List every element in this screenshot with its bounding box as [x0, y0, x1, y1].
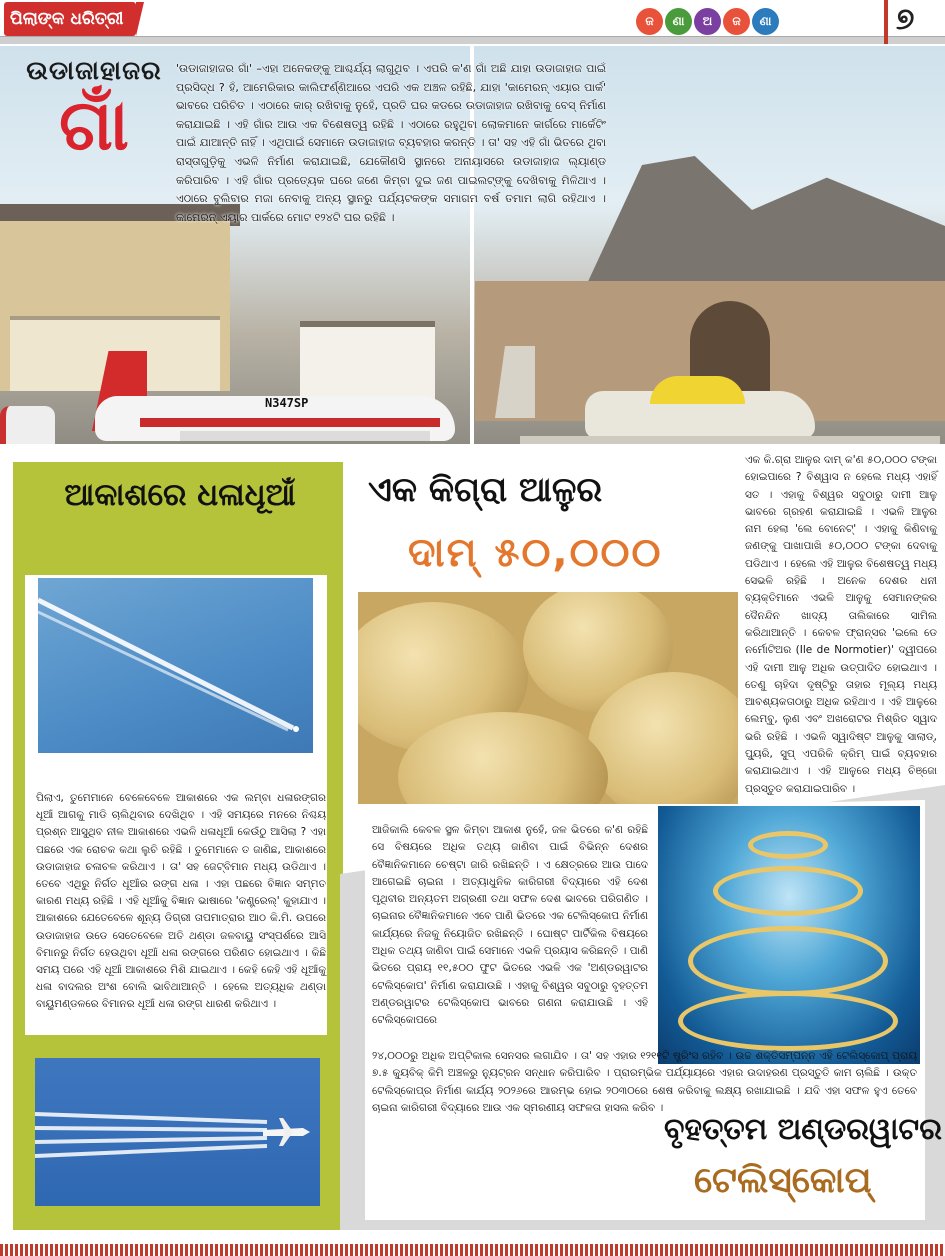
page-header: [0, 0, 945, 50]
section-title-pills: [636, 8, 779, 35]
telescope-body-wide: ୨୪,୦୦୦ରୁ ଅଧିକ ଅପ୍ଟିକାଲ ସେନସର ଲଗାଯିବ । ତା' ସହ ଏହାର ୧୨୧୧ଟି ଷ୍ଟ୍ରିଂସ ରହିବ । ଉଚ୍ଚ ଶକ୍ତିସମ୍ପନ୍ନ ଏହି ଟେଲିସ୍କୋପ୍ ପ୍ରାୟ ୭.୫ କ୍ୟୁବିକ୍ କିମି ଅଞ୍ଚଳରୁ ନ୍ୟୁଟ୍ରନ ସନ୍ଧାନ କରିପାରିବ । ପ୍ରାରମ୍ଭିକ ପର୍ଯ୍ୟାୟରେ ଏହାର ଉଦାହରଣ ପ୍ରସ୍ତୁତି କାମ ଚାଲିଛି । ଉକ୍ତ ଟେଲିସ୍କୋପ୍‌ର ନିର୍ମାଣ କାର୍ଯ୍ୟ ୨୦୨୬ରେ ଆରମ୍ଭ ହୋଇ ୨୦୩୦ରେ ଶେଷ କରିବାକୁ ଲକ୍ଷ୍ୟ ରଖାଯାଇଛି । ଯଦି ଏହା ସଫଳ ହୁଏ ତେବେ ଚାଇନା କାରିଗରୀ ବିଦ୍ୟାରେ ଆଉ ଏକ ସ୍ମରଣୀୟ ସଫଳତା ହାସଲ କରିବ ।: [372, 1050, 917, 1114]
red-plane-stripe: [140, 418, 440, 427]
telescope-headline-2: ଟେଲିସ୍କୋପ୍: [694, 1160, 872, 1201]
masthead: [4, 2, 136, 36]
section-pill: ଜ: [636, 8, 663, 35]
page-number-divider: [884, 0, 888, 44]
potato-photo: [358, 592, 738, 804]
section-pill: ଅ: [694, 8, 721, 35]
section-pill: ଣା: [752, 8, 779, 35]
airpark-body: 'ଉଡାଜାହାଜର ଗାଁ' –ଏହା ଅନେକଙ୍କୁ ଆଶ୍ଚର୍ଯ୍ୟ ଲାଗୁଥିବ । ଏପରି କ'ଣ ଗାଁ ଅଛି ଯାହା ଉଡାଜାହାଜ ପାଇଁ ପ୍ରସିଦ୍ଧ ? ହଁ, ଆମେରିକାର କାଲିଫର୍ଣ୍ଣିଆରେ ଏପରି ଏକ ଅଞ୍ଚଳ ରହିଛି, ଯାହା 'କାମେରନ୍ ଏୟାର ପାର୍କ' ଭାବରେ ପରିଚିତ । ଏଠାରେ କାର୍ ରଖିବାକୁ ନୁହେଁ, ପ୍ରତି ଘର କଡରେ ଉଡାଜାହାଜ ରଖିବାକୁ ବେସ୍ ନିର୍ମାଣ କରାଯାଇଛି । ଏହି ଗାଁର ଆଉ ଏକ ବିଶେଷତ୍ୱ ରହିଛି । ଏଠାରେ ରହୁଥିବା ଲୋକମାନେ କାର୍ଗରେ ମାର୍କେଟିଂ ପାଇଁ ଯାଆନ୍ତି ନାହିଁ । ଏଥିପାଇଁ ସେମାନେ ଉଡାଜାହାଜ ବ୍ୟବହାର କରନ୍ତି । ତା' ସହ ଏହି ଗାଁ ଭିତରେ ଥିବା ରାସ୍ତାଗୁଡ଼ିକୁ ଏଭଳି ନିର୍ମାଣ କରାଯାଇଛି, ଯେକୌଣସି ସ୍ଥାନରେ ଅନାୟାସରେ ଉଡାଜାହାଜ ଲ୍ୟାଣ୍ଡ କରିପାରିବ । ଏହି ଗାଁର ପ୍ରତ୍ୟେକ ଘରେ ଜଣେ କିମ୍ବା ଦୁଇ ଜଣ ପାଇଲଟ୍‌ଙ୍କୁ ଦେଖିବାକୁ ମିଳିଥାଏ । ଏଠାରେ ବୁଲିବାର ମଜା ନେବାକୁ ଅନ୍ୟ ସ୍ଥାନରୁ ପର୍ଯ୍ୟଟକଙ୍କ ସମାଗମ ବର୍ଷ ତମାମ ଲାଗି ରହିଥାଏ । କାମେରନ୍ ଏୟାର ପାର୍କରେ ମୋଟ ୧୨୪ଟି ଘର ରହିଛି ।: [176, 62, 606, 224]
yellow-plane-canopy: [650, 376, 745, 404]
potato-price: ଦାମ୍ ୫୦,୦୦୦: [408, 530, 663, 576]
airpark-title: ଗାଁ: [59, 84, 129, 166]
telescope-ring: [748, 831, 828, 859]
masthead-title: ପିଲାଙ୍କ ଧରିତ୍ରୀ: [10, 9, 124, 29]
section-pill: ଣା: [665, 8, 692, 35]
contrail-photo-2: [35, 1058, 320, 1206]
telescope-photo: [658, 806, 920, 1064]
airpark-headline: [14, 56, 174, 164]
header-stripe: [0, 36, 945, 44]
potato-body: ଏକ କି.ଗ୍ରା ଆଳୁର ଦାମ୍ କ'ଣ ୫୦,୦୦୦ ଟଙ୍କା ହୋଇପାରେ ? ବିଶ୍ୱାସ ନ ହେଲେ ମଧ୍ୟ ଏହାହିଁ ସତ । ଏହାକୁ ବିଶ୍ୱର ସବୁଠାରୁ ଦାମୀ ଆଳୁ ଭାବରେ ଗ୍ରହଣ କରାଯାଇଛି । ଏଭଳି ଆଳୁର ନାମ ହେଲା 'ଲେ ବୋନେଟ୍' । ଏହାକୁ କିଣିବାକୁ ଜଣଙ୍କୁ ପାଖାପାଖି ୫୦,୦୦୦ ଟଙ୍କା ଦେବାକୁ ପଡିଥାଏ । ହେଲେ ଏହି ଆଳୁର ବିଶେଷତ୍ୱ ମଧ୍ୟ ସେଭଳି ରହିଛି । ଅନେକ ଦେଶର ଧନୀ ବ୍ୟକ୍ତିମାନେ ଏଭଳି ଆଳୁକୁ ସେମାନଙ୍କର ଦୈନନ୍ଦିନ ଖାଦ୍ୟ ତାଲିକାରେ ସାମିଲ କରିଥାଆନ୍ତି । କେବଳ ଫ୍ରାନ୍ସର 'ଇଲେ ଡେ ନର୍ମୋଟିଅର (Ile de Normotier)' ଦ୍ୱୀପରେ ଏହି ଦାମୀ ଆଳୁ ଅଧିକ ଉତ୍ପାଦିତ ହୋଇଥାଏ । ତେଣୁ ଚାହିଦା ଦୃଷ୍ଟିରୁ ତାହାର ମୂଲ୍ୟ ମଧ୍ୟ ଆବଶ୍ୟକତାଠାରୁ ଅଧିକ ରହିଥାଏ । ଏହି ଆଳୁରେ ଲେମ୍ବୁ, ଲୁଣ ଏବଂ ଅଖରୋଟର ମିଶ୍ରିତ ସ୍ୱାଦ ଭରି ରହିଛି । ଏଭଳି ସ୍ୱାଦିଷ୍ଟ ଆଳୁକୁ ସାଲାଡ୍, ପ୍ୟୁରି, ସୁପ୍ ଏପରିକି କ୍ରିମ୍ ପାଇଁ ବ୍ୟବହାର କରାଯାଇଥାଏ । ଏହି ଆଳୁରେ ମଧ୍ୟ ଚିଞ୍ଜୋ ପ୍ରସ୍ତୁତ କରାଯାଇପାରିବ ।: [745, 454, 937, 795]
contrail-photo-1: [38, 578, 313, 753]
potato-headline: ଏକ କିଗ୍ରା ଆଳୁର: [368, 470, 603, 510]
telescope-headline-1: ବୃହତ୍ତମ ଅଣ୍ଡରୱାଟର: [664, 1112, 942, 1147]
section-pill: ଜ: [723, 8, 750, 35]
page-number: ୭: [896, 2, 915, 37]
yellow-plane-wing: [520, 436, 940, 444]
aircraft-registration: N347SP: [265, 396, 309, 410]
telescope-ring: [688, 926, 888, 996]
red-plane-wing: [180, 431, 430, 441]
telescope-ring: [678, 991, 898, 1051]
masthead-tail: [136, 2, 144, 36]
footer-stripe-edge: [0, 1240, 945, 1244]
contrail-line-icon: [38, 578, 313, 753]
telescope-ring: [713, 866, 863, 916]
telescope-body-narrow: ଆଜିକାଲି କେବଳ ସ୍ଥଳ କିମ୍ବା ଆକାଶ ନୁହେଁ, ଜଳ ଭିତରେ କ'ଣ ରହିଛି ସେ ବିଷୟରେ ଅଧିକ ତଥ୍ୟ ଜାଣିବା ପାଇଁ ବିଭିନ୍ନ ଦେଶର ବୈଜ୍ଞାନିକମାନେ ଚେଷ୍ଟା ଜାରି ରଖିଛନ୍ତି । ଏ କ୍ଷେତ୍ରରେ ଆଉ ପାଦେ ଆଗେଇଛି ଚାଇନା । ଅତ୍ୟାଧୁନିକ କାରିଗରୀ ବିଦ୍ୟାରେ ଏହି ଦେଶ ପୃଥିବୀର ଅନ୍ୟତମ ଅଗ୍ରଣୀ ତଥା ସଫଳ ଦେଶ ଭାବରେ ପରିଗଣିତ । ଚାଇନାର ବୈଜ୍ଞାନିକମାନେ ଏବେ ପାଣି ଭିତରେ ଏକ ଟେଲିସ୍କୋପ ନିର୍ମାଣ କାର୍ଯ୍ୟରେ ନିଜକୁ ନିୟୋଜିତ ରଖିଛନ୍ତି । ଘୋଷ୍ଟ ପାର୍ଟିକିଲ ବିଷୟରେ ଅଧିକ ତଥ୍ୟ ଜାଣିବା ପାଇଁ ସେମାନେ ଏଭଳି ପ୍ରୟାସ କରିଛନ୍ତି । ପାଣି ଭିତରେ ପ୍ରାୟ ୧୧,୫୦୦ ଫୁଟ ଭିତରେ ଏଭଳି ଏକ 'ଅଣ୍ଡରୱାଟର ଟେଲିସ୍କୋପ' ନିର୍ମାଣ କରାଯାଉଛି । ଏହାକୁ ବିଶ୍ୱର ସବୁଠାରୁ ବୃହତ୍ତମ ଅଣ୍ଡରୱାଟର ଟେଲିସ୍କୋପ ଭାବରେ ଗଣନା କରାଯାଉଛି । ଏହି ଟେଲିସ୍କୋପରେ: [372, 824, 648, 1027]
airpark-kicker: ଉଡାଜାହାଜର: [26, 56, 162, 86]
white-house: [300, 321, 435, 406]
parked-car: [0, 406, 55, 444]
contrail-headline: ଆକାଶରେ ଧଳାଧୂଆଁ: [64, 477, 296, 513]
contrail-body: ପିଲାଏ, ତୁମେମାନେ ବେଳେବେଳେ ଆକାଶରେ ଏକ ଲମ୍ବା ଧଳାରଙ୍ଗର ଧୂଆଁ ଆଗକୁ ମାଡି ଚାଲିଥିବାର ଦେଖିଥିବ । ଏହି ସମୟରେ ମନରେ ନିଶ୍ଚୟ ପ୍ରଶ୍ନ ଆସୁଥିବ ନୀଳ ଆକାଶରେ ଏଭଳି ଧଳାଧୂଆଁ କେଉଁଠୁ ଆସିଲା ? ଏହା ପଛରେ ଏକ ରୋଚକ କଥା ଲୁଚି ରହିଛି । ତୁମେମାନେ ତ ଜାଣିଛ, ଆକାଶରେ ଉଡାଜାହାଜ ଚଳାଚଳ କରିଥାଏ । ତା' ସହ ଜେଟ୍‌ବିମାନ ମଧ୍ୟ ଉଡିଥାଏ । ତେବେ ଏଥିରୁ ନିର୍ଗତ ଧୂଆଁର ରଙ୍ଗ ଧଳା । ଏହା ପଛରେ ବିଜ୍ଞାନ ସମ୍ମତ କାରଣ ମଧ୍ୟ ରହିଛି । ଏହି ଧୂଆଁକୁ ବିଜ୍ଞାନ ଭାଷାରେ 'କଣ୍ଟ୍ରେଲ୍' କୁହାଯାଏ । ଆକାଶରେ ଯେତେବେଳେ ଶୂନ୍ୟ ଡିଗ୍ରୀ ତାପମାତ୍ରାର ଆଠ କି.ମି. ଉପରେ ଉଡାଜାହାଜ ଉଡେ ସେତେବେଳେ ଅତି ଥଣ୍ଡା ଜଳବାୟୁ ସଂସ୍ପର୍ଶରେ ଆସି ବିମାନରୁ ନିର୍ଗତ ହେଉଥିବା ଧୂଆଁ ଧଳା ରଙ୍ଗରେ ପରିଣତ ହୋଇଥାଏ । କିଛି ସମୟ ପରେ ଏହି ଧୂଆଁ ଆକାଶରେ ମିଶି ଯାଇଥାଏ । କେହି କେହି ଏହି ଧୂଆଁକୁ ଧଳା ବାଦଲର ଅଂଶ ବୋଲି ଭାବିଥାଆନ୍ତି । ହେଲେ ଅତ୍ୟଧିକ ଥଣ୍ଡା ବାୟୁମଣ୍ଡଳରେ ବିମାନର ଧୂଆଁ ଧଳା ରଙ୍ଗ ଧାରଣ କରିଥାଏ ।: [36, 792, 326, 1011]
jet-contrail-icon: [35, 1058, 320, 1206]
